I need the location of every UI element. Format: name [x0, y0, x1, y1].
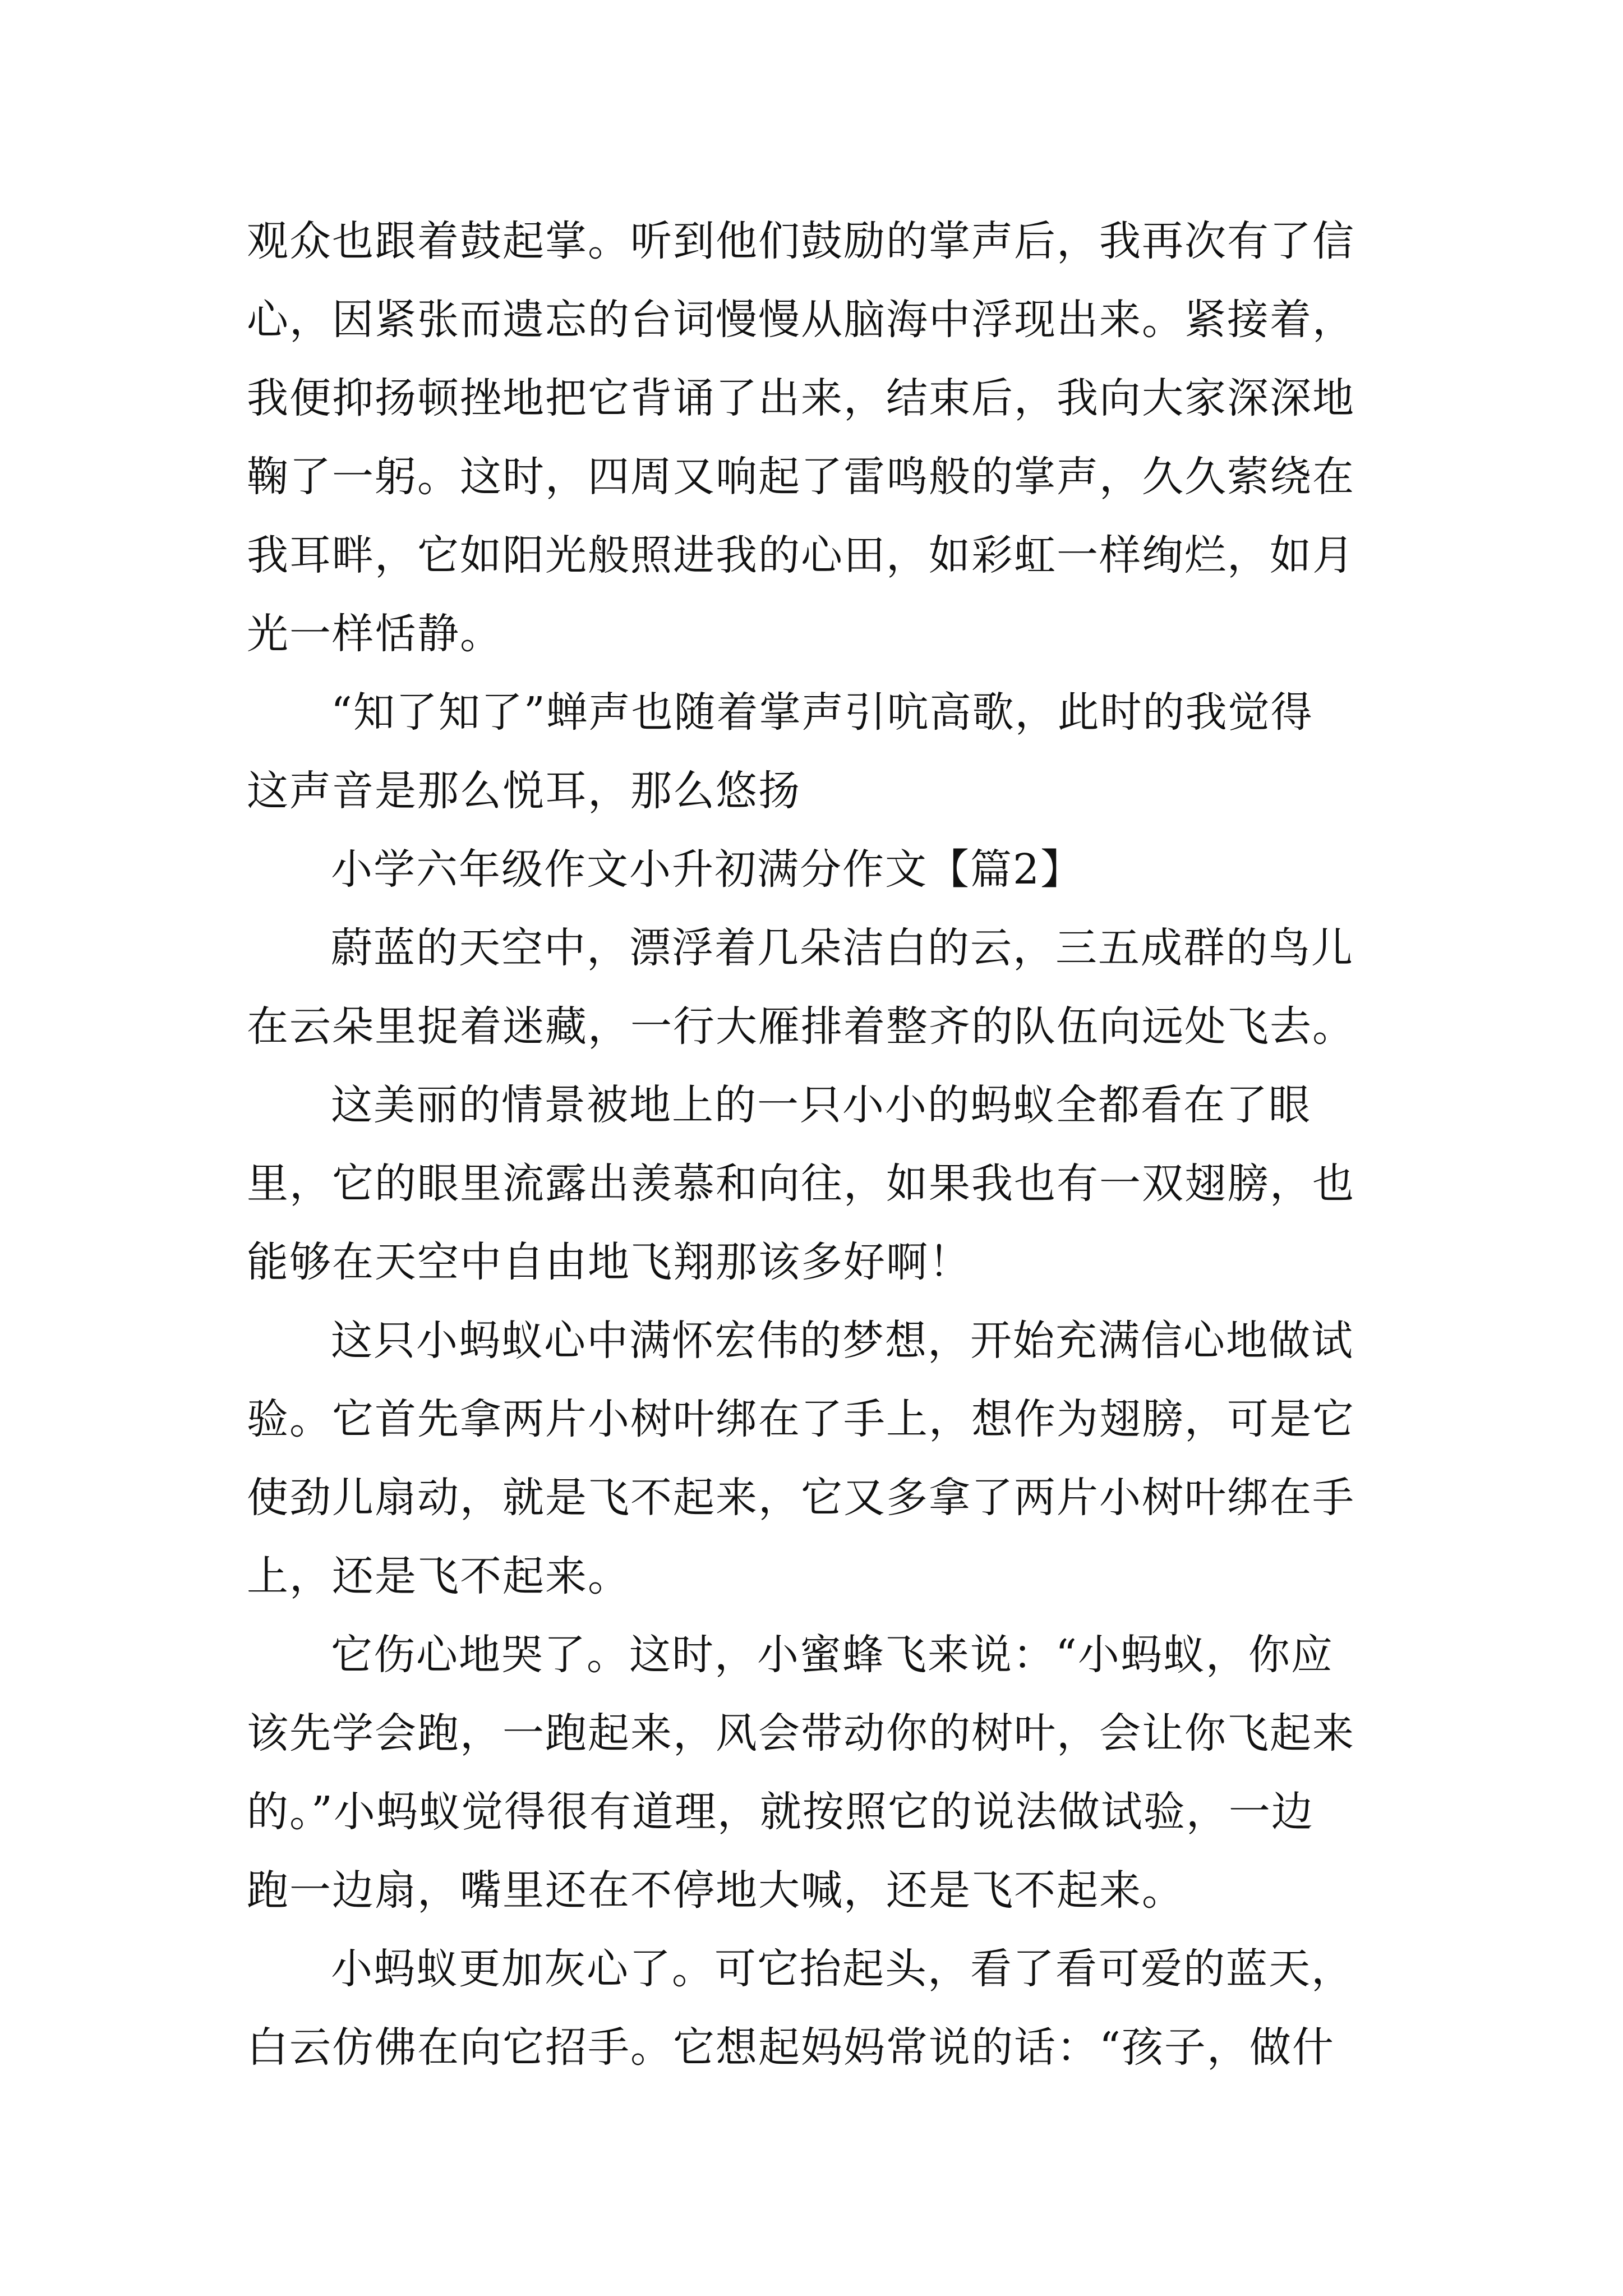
text-line: 跑一边扇，嘴里还在不停地大喊，还是飞不起来。 [247, 1866, 1184, 1915]
paragraph-start-line: 这只小蚂蚁心中满怀宏伟的梦想，开始充满信心地做试 [331, 1317, 1354, 1365]
text-line: 使劲儿扇动，就是飞不起来，它又多拿了两片小树叶绑在手 [247, 1474, 1355, 1522]
text-line: 观众也跟着鼓起掌。听到他们鼓励的掌声后，我再次有了信 [247, 217, 1355, 265]
text-line: 能够在天空中自由地飞翔那该多好啊！ [247, 1238, 971, 1286]
text-line: 白云仿佛在向它招手。它想起妈妈常说的话：“孩子，做什 [247, 2023, 1335, 2072]
text-line: 的。”小蚂蚁觉得很有道理，就按照它的说法做试验，一边 [247, 1788, 1314, 1836]
text-line: 上，还是飞不起来。 [247, 1552, 630, 1600]
section-heading: 小学六年级作文小升初满分作文【篇2】 [331, 845, 1083, 894]
text-line: 在云朵里捉着迷藏，一行大雁排着整齐的队伍向远处飞去。 [247, 1002, 1355, 1051]
document-body [247, 202, 1391, 2087]
paragraph-start-line: “知了知了”蝉声也随着掌声引吭高歌，此时的我觉得 [331, 688, 1313, 737]
text-line: 鞠了一躬。这时，四周又响起了雷鸣般的掌声，久久萦绕在 [247, 453, 1355, 501]
text-line: 我便抑扬顿挫地把它背诵了出来，结束后，我向大家深深地 [247, 374, 1355, 422]
paragraph-start-line: 蔚蓝的天空中，漂浮着几朵洁白的云，三五成群的鸟儿 [331, 924, 1354, 972]
text-line: 该先学会跑，一跑起来，风会带动你的树叶，会让你飞起来 [247, 1709, 1355, 1757]
text-line: 心，因紧张而遗忘的台词慢慢从脑海中浮现出来。紧接着， [247, 296, 1355, 344]
paragraph-start-line: 这美丽的情景被地上的一只小小的蚂蚁全都看在了眼 [331, 1081, 1311, 1129]
paragraph-start-line: 它伤心地哭了。这时，小蜜蜂飞来说：“小蚂蚁，你应 [331, 1631, 1334, 1679]
text-line: 验。它首先拿两片小树叶绑在了手上，想作为翅膀，可是它 [247, 1395, 1355, 1443]
text-line: 光一样恬静。 [247, 610, 502, 658]
text-line: 这声音是那么悦耳，那么悠扬 [247, 767, 801, 815]
paragraph-start-line: 小蚂蚁更加灰心了。可它抬起头，看了看可爱的蓝天， [331, 1945, 1354, 1993]
text-line: 我耳畔，它如阳光般照进我的心田，如彩虹一样绚烂，如月 [247, 531, 1355, 579]
text-line: 里，它的眼里流露出羡慕和向往，如果我也有一双翅膀，也 [247, 1159, 1355, 1208]
